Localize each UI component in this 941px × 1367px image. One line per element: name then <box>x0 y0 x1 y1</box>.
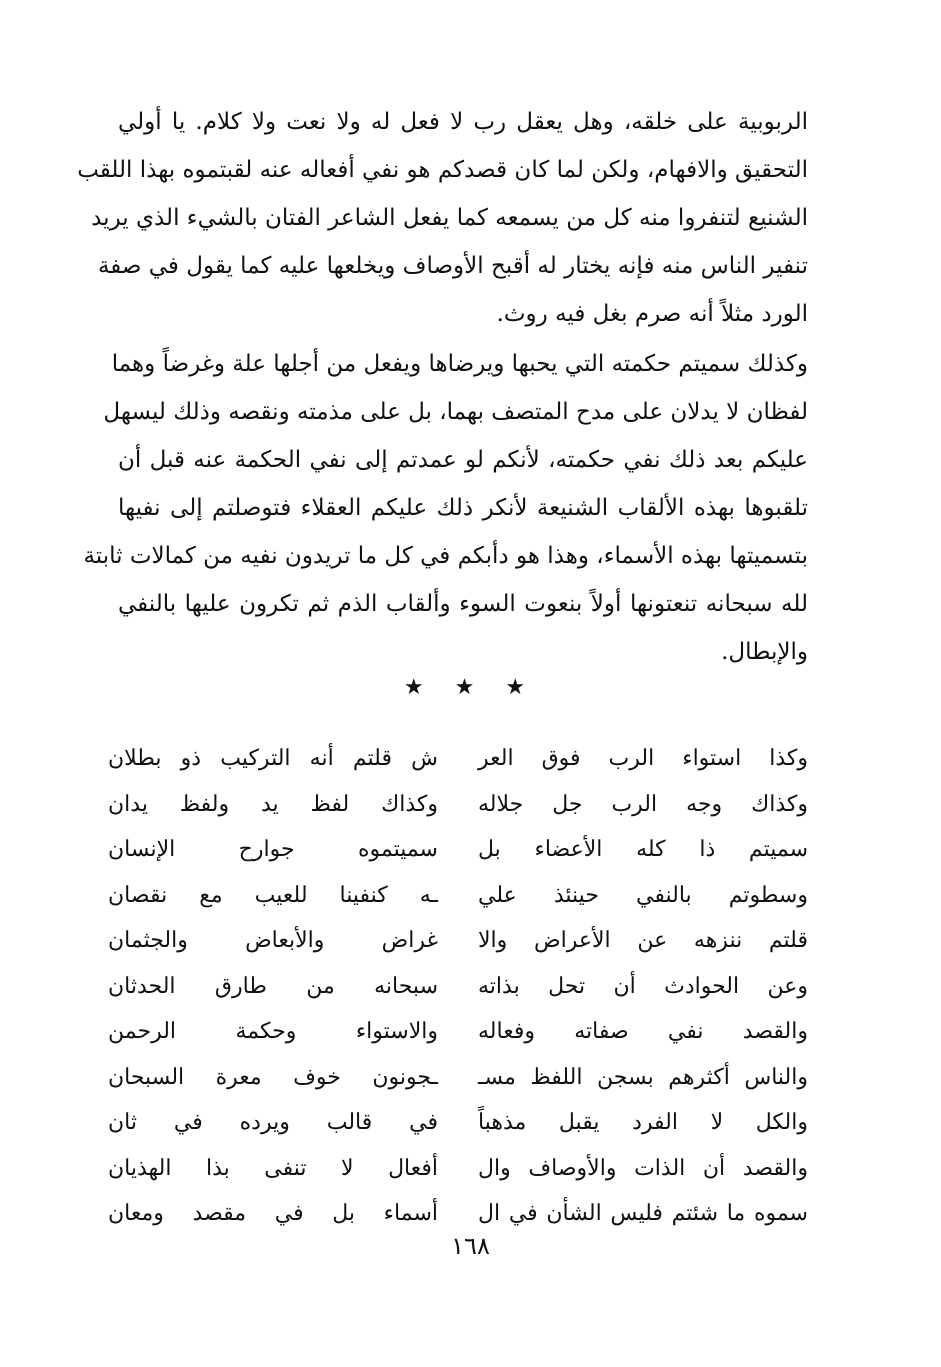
verse-first-hemistich: والناس أكثرهم بسجن اللفظ مسـ <box>478 1064 808 1090</box>
verse-first-hemistich: والقصد أن الذات والأوصاف وال <box>478 1155 808 1181</box>
text-line: التحقيق والافهام، ولكن لما كان قصدكم هو نفي أفعاله عنه لقبتموه بهذا اللقب <box>77 157 808 183</box>
poem-verse <box>108 1146 808 1192</box>
verse-first-hemistich: وكذاك وجه الرب جل جلاله <box>478 791 808 817</box>
poem-verse <box>108 873 808 919</box>
text-line: لله سبحانه تنعتونها أولاً بنعوت السوء وألقاب الذم ثم تكرون عليها بالنفي <box>118 591 808 617</box>
verse-first-hemistich: وسطوتم بالنفي حينئذ علي <box>478 882 808 908</box>
text-line: تنفير الناس منه فإنه يختار له أقبح الأوصاف ويخلعها عليه كما يقول في صفة <box>97 253 808 279</box>
text-line: الربوبية على خلقه، وهل يعقل رب لا فعل له ولا نعت ولا كلام. يا أولي <box>118 109 808 135</box>
verse-first-hemistich: سميتم ذا كله الأعضاء بل <box>478 837 808 862</box>
text-line: لفظان لا يدلان على مدح المتصف بهما، بل على مذمته ونقصه وذلك ليسهل <box>103 399 808 425</box>
poem <box>108 736 808 1237</box>
poem-verse <box>108 1191 808 1237</box>
verse-second-hemistich: في قالب ويرده في ثان <box>108 1110 438 1135</box>
verse-first-hemistich: سموه ما شئتم فليس الشأن في ال <box>478 1201 808 1226</box>
text-line: والإبطال. <box>721 639 808 665</box>
poem-verse <box>108 1055 808 1101</box>
verse-second-hemistich: ـجونون خوف معرة السبحان <box>108 1064 438 1090</box>
page-number: ١٦٨ <box>451 1232 490 1260</box>
verse-first-hemistich: والقصد نفي صفاته وفعاله <box>478 1019 808 1044</box>
text-line: الورد مثلاً أنه صرم بغل فيه روث. <box>496 301 808 327</box>
text-line: الشنيع لتنفروا منه كل من يسمعه كما يفعل الشاعر الفتان بالشيء الذي يريد <box>91 205 808 231</box>
poem-verse <box>108 918 808 964</box>
poem-verse <box>108 1100 808 1146</box>
poem-verse <box>108 782 808 828</box>
verse-first-hemistich: قلتم ننزهه عن الأعراض والا <box>478 928 808 953</box>
verse-second-hemistich: ش قلتم أنه التركيب ذو بطلان <box>108 746 438 771</box>
poem-verse <box>108 964 808 1010</box>
verse-second-hemistich: أفعال لا تنفى بذا الهذيان <box>108 1155 438 1181</box>
verse-second-hemistich: وكذاك لفظ يد ولفظ يدان <box>108 791 438 817</box>
verse-first-hemistich: والكل لا الفرد يقبل مذهباً <box>478 1110 808 1135</box>
text-line: بتسميتها بهذه الأسماء، وهذا هو دأبكم في كل ما تريدون نفيه من كمالات ثابتة <box>83 543 808 569</box>
text-line: وكذلك سميتم حكمته التي يحبها ويرضاها ويفعل من أجلها علة وغرضاً وهما <box>111 351 808 377</box>
poem-verse <box>108 1009 808 1055</box>
section-separator: ★ ★ ★ <box>403 675 538 700</box>
verse-first-hemistich: وكذا استواء الرب فوق العر <box>478 746 808 771</box>
prose-paragraph-1 <box>77 98 808 338</box>
verse-second-hemistich: ـه كنفينا للعيب مع نقصان <box>108 882 438 908</box>
verse-second-hemistich: غراض والأبعاض والجثمان <box>108 928 438 953</box>
verse-second-hemistich: أسماء بل في مقصد ومعان <box>108 1201 438 1226</box>
verse-second-hemistich: والاستواء وحكمة الرحمن <box>108 1019 438 1044</box>
text-line: تلقبوها بهذه الألقاب الشنيعة لأنكر ذلك عليكم العقلاء فتوصلتم إلى نفيها <box>118 495 808 521</box>
poem-verse <box>108 736 808 782</box>
prose-paragraph-2 <box>83 340 808 676</box>
text-line: عليكم بعد ذلك نفي حكمته، لأنكم لو عمدتم إلى نفي الحكمة عنه قبل أن <box>118 447 808 473</box>
verse-first-hemistich: وعن الحوادث أن تحل بذاته <box>478 973 808 999</box>
verse-second-hemistich: سميتموه جوارح الإنسان <box>108 837 438 862</box>
poem-verse <box>108 827 808 873</box>
verse-second-hemistich: سبحانه من طارق الحدثان <box>108 973 438 999</box>
